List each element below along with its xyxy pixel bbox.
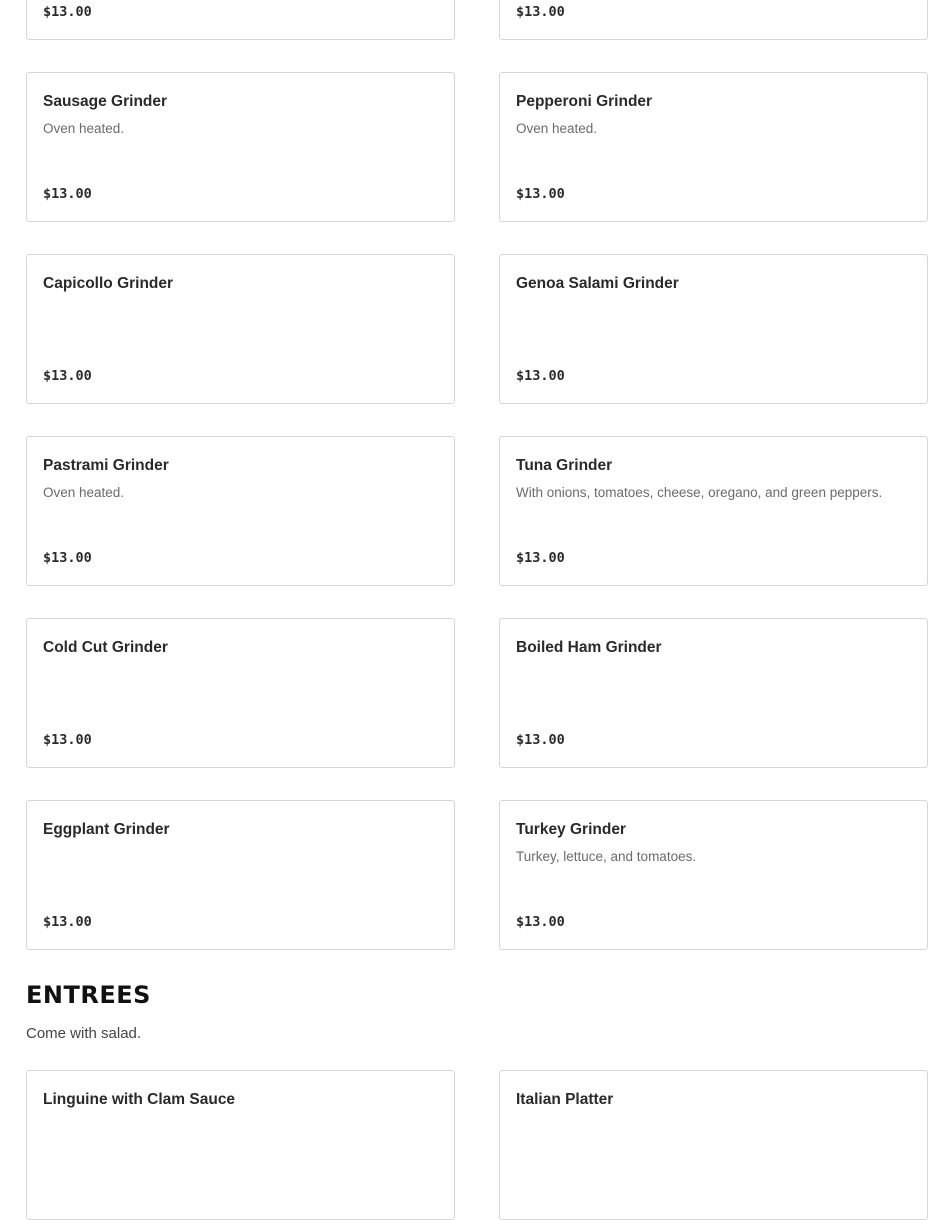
menu-item-price: $13.00 [516,4,565,20]
menu-item-name: Turkey Grinder [516,821,626,838]
menu-item-card[interactable] [26,618,455,768]
menu-item-price: $13.00 [516,914,565,930]
menu-item-price: $13.00 [516,550,565,566]
menu-item-name: Capicollo Grinder [43,275,174,292]
menu-item-description: Oven heated. [43,121,125,136]
menu-item-name: Cold Cut Grinder [43,639,168,656]
menu-item-name: Genoa Salami Grinder [516,275,679,292]
menu-item-name: Tuna Grinder [516,457,613,474]
menu-item-price: $13.00 [43,732,92,748]
menu-item-card[interactable] [26,436,455,586]
menu-item-name: Linguine with Clam Sauce [43,1091,236,1108]
section-subtitle: Come with salad. [26,1025,142,1042]
menu-item-description: Oven heated. [516,121,598,136]
menu-item-name: Pastrami Grinder [43,457,169,474]
section-title-entrees: ENTREES [26,981,151,1009]
menu-item-price: $13.00 [516,368,565,384]
menu-item-card[interactable] [499,0,928,40]
menu-item-card[interactable] [26,800,455,950]
menu-item-name: Pepperoni Grinder [516,93,653,110]
menu-item-card[interactable] [499,254,928,404]
menu-item-name: Boiled Ham Grinder [516,639,662,656]
menu-item-price: $13.00 [516,186,565,202]
menu-item-card[interactable] [499,1070,928,1220]
menu-item-card[interactable] [499,72,928,222]
menu-item-name: Sausage Grinder [43,93,168,110]
menu-item-card[interactable] [499,618,928,768]
grinders-grid [26,0,928,950]
menu-item-description: Oven heated. [43,485,125,500]
menu-item-name: Italian Platter [516,1091,614,1108]
menu-item-description: Turkey, lettuce, and tomatoes. [516,849,697,864]
menu-item-price: $13.00 [43,914,92,930]
menu-item-price: $13.00 [43,550,92,566]
menu-item-price: $13.00 [43,368,92,384]
menu-item-price: $13.00 [43,4,92,20]
menu-item-name: Eggplant Grinder [43,821,170,838]
entrees-grid [26,1070,928,1220]
menu-item-description: With onions, tomatoes, cheese, oregano, and green peppers. [516,485,883,500]
menu-item-card[interactable] [26,72,455,222]
menu-item-price: $13.00 [516,732,565,748]
menu-item-card[interactable] [499,800,928,950]
menu-item-card[interactable] [26,1070,455,1220]
menu-item-price: $13.00 [43,186,92,202]
menu-item-card[interactable] [26,254,455,404]
menu-item-card[interactable] [499,436,928,586]
menu-item-card[interactable] [26,0,455,40]
